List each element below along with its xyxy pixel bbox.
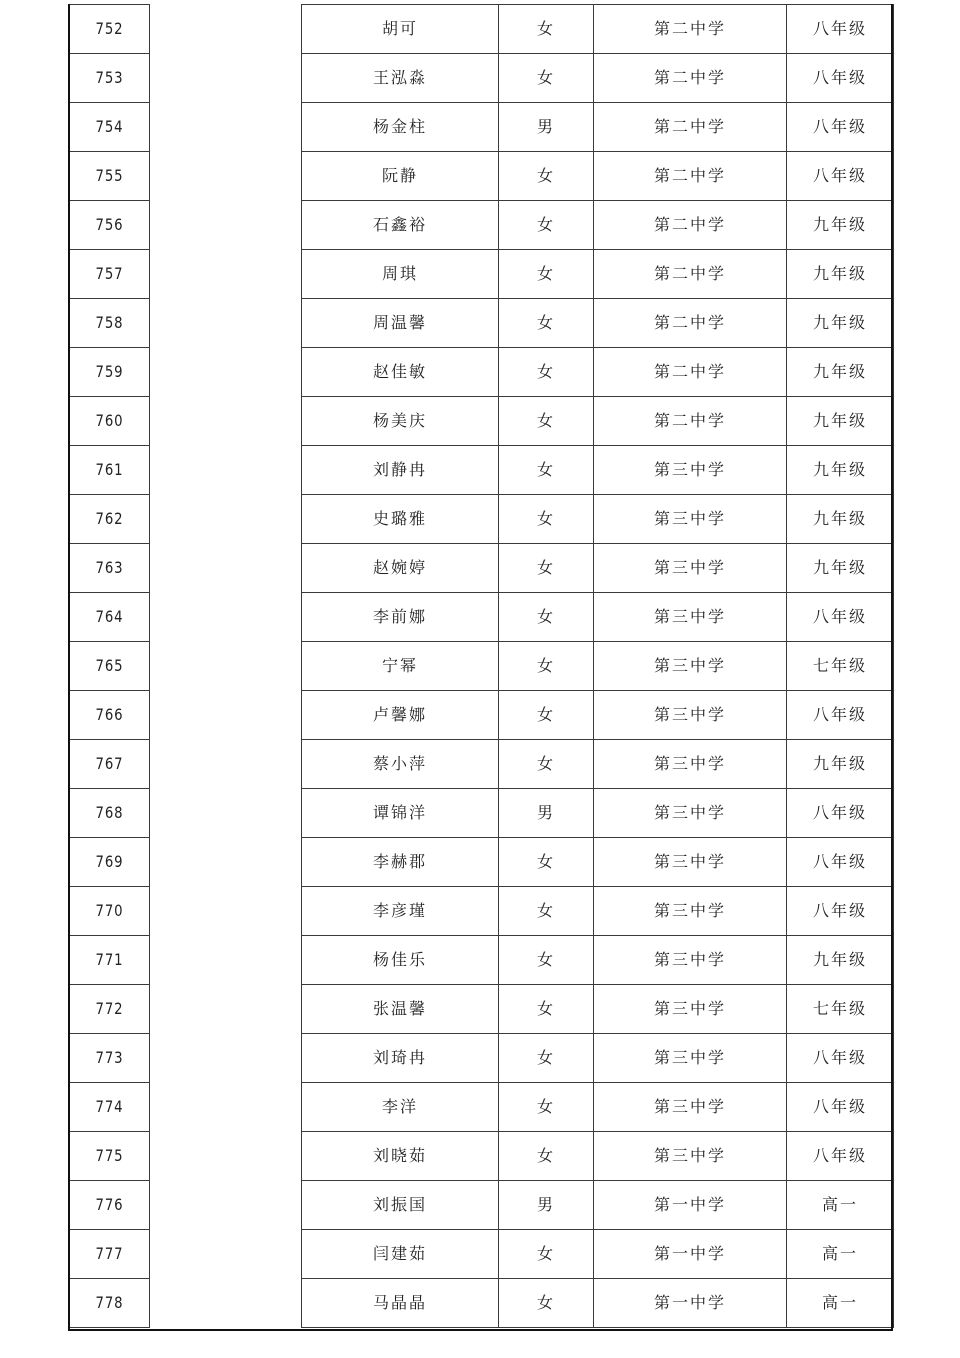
empty-cell bbox=[150, 299, 302, 348]
name-cell: 周温馨 bbox=[302, 299, 499, 348]
row-number-cell: 766 bbox=[72, 691, 147, 740]
empty-cell bbox=[150, 348, 302, 397]
name-cell: 胡可 bbox=[302, 5, 499, 54]
grade-cell: 高一 bbox=[787, 1230, 894, 1279]
table-row bbox=[69, 103, 894, 152]
empty-cell bbox=[150, 691, 302, 740]
empty-cell bbox=[150, 495, 302, 544]
empty-cell bbox=[150, 1230, 302, 1279]
gender-cell: 女 bbox=[499, 348, 594, 397]
grade-cell: 九年级 bbox=[787, 740, 894, 789]
name-cell: 周琪 bbox=[302, 250, 499, 299]
name-cell: 刘晓茹 bbox=[302, 1132, 499, 1181]
row-number-cell: 773 bbox=[72, 1034, 147, 1083]
table-row bbox=[69, 1181, 894, 1230]
gender-cell: 女 bbox=[499, 152, 594, 201]
table-row bbox=[69, 985, 894, 1034]
row-number-cell: 757 bbox=[72, 250, 147, 299]
name-cell: 蔡小萍 bbox=[302, 740, 499, 789]
grade-cell: 九年级 bbox=[787, 397, 894, 446]
name-cell: 王泓淼 bbox=[302, 54, 499, 103]
grade-cell: 八年级 bbox=[787, 1083, 894, 1132]
gender-cell: 男 bbox=[499, 1181, 594, 1230]
name-cell: 闫建茹 bbox=[302, 1230, 499, 1279]
row-number-cell: 765 bbox=[72, 642, 147, 691]
grade-cell: 八年级 bbox=[787, 1132, 894, 1181]
grade-cell: 九年级 bbox=[787, 348, 894, 397]
row-number-cell: 756 bbox=[72, 201, 147, 250]
school-cell: 第二中学 bbox=[594, 348, 787, 397]
school-cell: 第三中学 bbox=[594, 495, 787, 544]
gender-cell: 女 bbox=[499, 691, 594, 740]
gender-cell: 女 bbox=[499, 985, 594, 1034]
gender-cell: 女 bbox=[499, 299, 594, 348]
empty-cell bbox=[150, 397, 302, 446]
row-number-cell: 755 bbox=[72, 152, 147, 201]
empty-cell bbox=[150, 789, 302, 838]
grade-cell: 七年级 bbox=[787, 985, 894, 1034]
school-cell: 第三中学 bbox=[594, 985, 787, 1034]
school-cell: 第三中学 bbox=[594, 642, 787, 691]
empty-cell bbox=[150, 201, 302, 250]
empty-cell bbox=[150, 1132, 302, 1181]
gender-cell: 女 bbox=[499, 397, 594, 446]
table-row bbox=[69, 1230, 894, 1279]
empty-cell bbox=[150, 103, 302, 152]
school-cell: 第三中学 bbox=[594, 446, 787, 495]
school-cell: 第二中学 bbox=[594, 299, 787, 348]
school-cell: 第二中学 bbox=[594, 152, 787, 201]
name-cell: 李前娜 bbox=[302, 593, 499, 642]
empty-cell bbox=[150, 838, 302, 887]
school-cell: 第二中学 bbox=[594, 103, 787, 152]
gender-cell: 男 bbox=[499, 789, 594, 838]
row-number-cell: 770 bbox=[72, 887, 147, 936]
empty-cell bbox=[150, 985, 302, 1034]
name-cell: 刘振国 bbox=[302, 1181, 499, 1230]
table-row bbox=[69, 348, 894, 397]
gender-cell: 女 bbox=[499, 54, 594, 103]
grade-cell: 九年级 bbox=[787, 544, 894, 593]
table-row bbox=[69, 1279, 894, 1328]
school-cell: 第一中学 bbox=[594, 1230, 787, 1279]
grade-cell: 九年级 bbox=[787, 299, 894, 348]
row-number-cell: 767 bbox=[72, 740, 147, 789]
row-number-cell: 754 bbox=[72, 103, 147, 152]
table-row bbox=[69, 299, 894, 348]
grade-cell: 八年级 bbox=[787, 1034, 894, 1083]
empty-cell bbox=[150, 936, 302, 985]
name-cell: 李彦瑾 bbox=[302, 887, 499, 936]
grade-cell: 八年级 bbox=[787, 152, 894, 201]
name-cell: 李洋 bbox=[302, 1083, 499, 1132]
row-number-cell: 763 bbox=[72, 544, 147, 593]
grade-cell: 七年级 bbox=[787, 642, 894, 691]
row-number-cell: 772 bbox=[72, 985, 147, 1034]
table-row bbox=[69, 446, 894, 495]
gender-cell: 女 bbox=[499, 642, 594, 691]
table-row bbox=[69, 1132, 894, 1181]
school-cell: 第三中学 bbox=[594, 936, 787, 985]
grade-cell: 九年级 bbox=[787, 250, 894, 299]
school-cell: 第二中学 bbox=[594, 397, 787, 446]
name-cell: 阮静 bbox=[302, 152, 499, 201]
grade-cell: 九年级 bbox=[787, 201, 894, 250]
gender-cell: 女 bbox=[499, 446, 594, 495]
name-cell: 刘静冉 bbox=[302, 446, 499, 495]
table-row bbox=[69, 250, 894, 299]
grade-cell: 八年级 bbox=[787, 593, 894, 642]
grade-cell: 八年级 bbox=[787, 5, 894, 54]
table-row bbox=[69, 495, 894, 544]
grade-cell: 八年级 bbox=[787, 54, 894, 103]
table-row bbox=[69, 789, 894, 838]
row-number-cell: 775 bbox=[72, 1132, 147, 1181]
name-cell: 赵婉婷 bbox=[302, 544, 499, 593]
name-cell: 张温馨 bbox=[302, 985, 499, 1034]
name-cell: 马晶晶 bbox=[302, 1279, 499, 1328]
gender-cell: 女 bbox=[499, 544, 594, 593]
name-cell: 李赫郡 bbox=[302, 838, 499, 887]
school-cell: 第三中学 bbox=[594, 887, 787, 936]
table-row bbox=[69, 1034, 894, 1083]
empty-cell bbox=[150, 54, 302, 103]
school-cell: 第二中学 bbox=[594, 54, 787, 103]
gender-cell: 女 bbox=[499, 1132, 594, 1181]
row-number-cell: 760 bbox=[72, 397, 147, 446]
school-cell: 第三中学 bbox=[594, 789, 787, 838]
row-number-cell: 771 bbox=[72, 936, 147, 985]
gender-cell: 女 bbox=[499, 740, 594, 789]
grade-cell: 八年级 bbox=[787, 103, 894, 152]
row-number-cell: 759 bbox=[72, 348, 147, 397]
school-cell: 第一中学 bbox=[594, 1181, 787, 1230]
row-number-cell: 762 bbox=[72, 495, 147, 544]
gender-cell: 女 bbox=[499, 5, 594, 54]
grade-cell: 八年级 bbox=[787, 838, 894, 887]
gender-cell: 男 bbox=[499, 103, 594, 152]
gender-cell: 女 bbox=[499, 201, 594, 250]
table-row bbox=[69, 691, 894, 740]
gender-cell: 女 bbox=[499, 936, 594, 985]
row-number-cell: 774 bbox=[72, 1083, 147, 1132]
gender-cell: 女 bbox=[499, 250, 594, 299]
name-cell: 刘琦冉 bbox=[302, 1034, 499, 1083]
gender-cell: 女 bbox=[499, 838, 594, 887]
table-row bbox=[69, 642, 894, 691]
empty-cell bbox=[150, 1083, 302, 1132]
row-number-cell: 764 bbox=[72, 593, 147, 642]
empty-cell bbox=[150, 593, 302, 642]
empty-cell bbox=[150, 446, 302, 495]
grade-cell: 高一 bbox=[787, 1181, 894, 1230]
table-row bbox=[69, 593, 894, 642]
school-cell: 第三中学 bbox=[594, 1083, 787, 1132]
empty-cell bbox=[150, 250, 302, 299]
name-cell: 杨美庆 bbox=[302, 397, 499, 446]
name-cell: 赵佳敏 bbox=[302, 348, 499, 397]
row-number-cell: 777 bbox=[72, 1230, 147, 1279]
table-row bbox=[69, 544, 894, 593]
row-number-cell: 752 bbox=[72, 5, 147, 54]
gender-cell: 女 bbox=[499, 1083, 594, 1132]
row-number-cell: 768 bbox=[72, 789, 147, 838]
table-row bbox=[69, 54, 894, 103]
empty-cell bbox=[150, 5, 302, 54]
roster-body bbox=[69, 5, 894, 1328]
table-row bbox=[69, 5, 894, 54]
empty-cell bbox=[150, 1181, 302, 1230]
row-number-cell: 769 bbox=[72, 838, 147, 887]
empty-cell bbox=[150, 152, 302, 201]
table-row bbox=[69, 838, 894, 887]
grade-cell: 九年级 bbox=[787, 495, 894, 544]
gender-cell: 女 bbox=[499, 593, 594, 642]
name-cell: 杨佳乐 bbox=[302, 936, 499, 985]
school-cell: 第二中学 bbox=[594, 201, 787, 250]
grade-cell: 八年级 bbox=[787, 789, 894, 838]
name-cell: 史璐雅 bbox=[302, 495, 499, 544]
table-row bbox=[69, 936, 894, 985]
table-row bbox=[69, 397, 894, 446]
grade-cell: 九年级 bbox=[787, 936, 894, 985]
table-row bbox=[69, 740, 894, 789]
name-cell: 杨金柱 bbox=[302, 103, 499, 152]
row-number-cell: 753 bbox=[72, 54, 147, 103]
row-number-cell: 758 bbox=[72, 299, 147, 348]
empty-cell bbox=[150, 740, 302, 789]
grade-cell: 八年级 bbox=[787, 691, 894, 740]
school-cell: 第二中学 bbox=[594, 250, 787, 299]
empty-cell bbox=[150, 1034, 302, 1083]
table-row bbox=[69, 152, 894, 201]
empty-cell bbox=[150, 544, 302, 593]
student-roster-table bbox=[68, 4, 894, 1328]
row-number-cell: 776 bbox=[72, 1181, 147, 1230]
grade-cell: 九年级 bbox=[787, 446, 894, 495]
row-number-cell: 761 bbox=[72, 446, 147, 495]
gender-cell: 女 bbox=[499, 1230, 594, 1279]
empty-cell bbox=[150, 1279, 302, 1328]
school-cell: 第二中学 bbox=[594, 5, 787, 54]
gender-cell: 女 bbox=[499, 887, 594, 936]
school-cell: 第三中学 bbox=[594, 1132, 787, 1181]
row-number-cell: 778 bbox=[72, 1279, 147, 1328]
empty-cell bbox=[150, 642, 302, 691]
name-cell: 谭锦洋 bbox=[302, 789, 499, 838]
grade-cell: 八年级 bbox=[787, 887, 894, 936]
school-cell: 第三中学 bbox=[594, 740, 787, 789]
gender-cell: 女 bbox=[499, 1279, 594, 1328]
school-cell: 第三中学 bbox=[594, 1034, 787, 1083]
school-cell: 第三中学 bbox=[594, 593, 787, 642]
table-row bbox=[69, 887, 894, 936]
gender-cell: 女 bbox=[499, 495, 594, 544]
school-cell: 第三中学 bbox=[594, 691, 787, 740]
table-row bbox=[69, 201, 894, 250]
school-cell: 第三中学 bbox=[594, 544, 787, 593]
school-cell: 第三中学 bbox=[594, 838, 787, 887]
school-cell: 第一中学 bbox=[594, 1279, 787, 1328]
name-cell: 宁幂 bbox=[302, 642, 499, 691]
name-cell: 石鑫裕 bbox=[302, 201, 499, 250]
name-cell: 卢馨娜 bbox=[302, 691, 499, 740]
empty-cell bbox=[150, 887, 302, 936]
grade-cell: 高一 bbox=[787, 1279, 894, 1328]
table-row bbox=[69, 1083, 894, 1132]
gender-cell: 女 bbox=[499, 1034, 594, 1083]
